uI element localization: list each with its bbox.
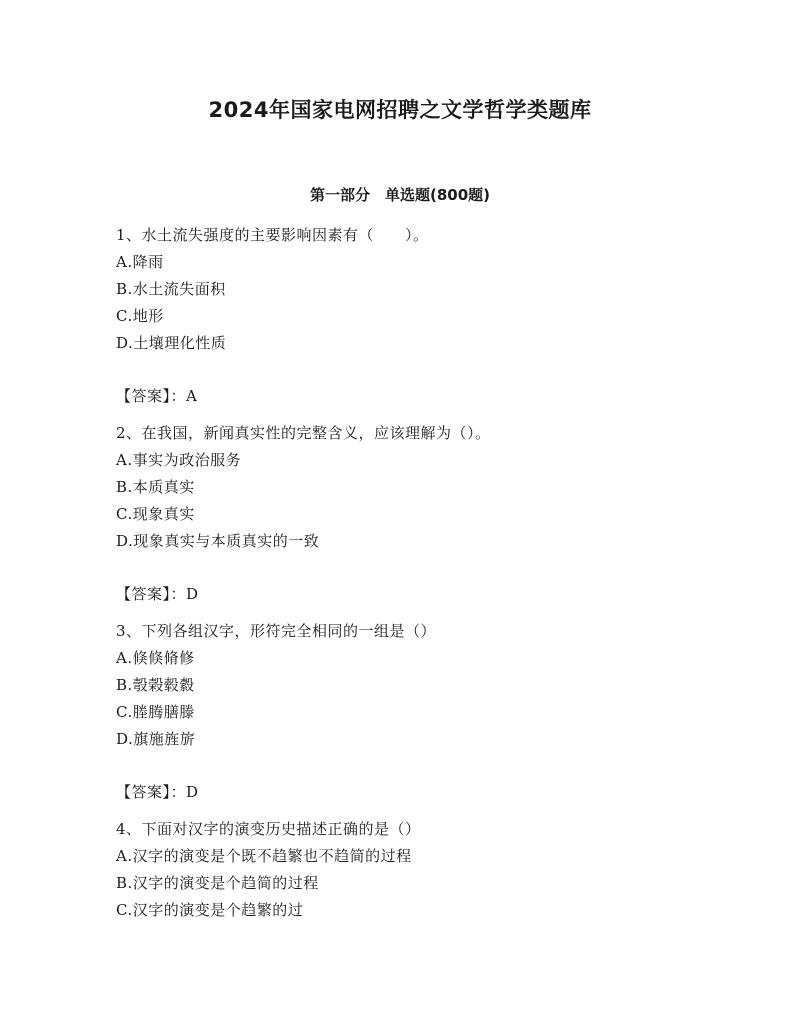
question-list — [116, 222, 756, 924]
option-b: B.彀榖毂縠 — [116, 676, 195, 694]
question-stem: 2、在我国，新闻真实性的完整含义，应该理解为（）。 — [116, 424, 491, 442]
question-4 — [116, 816, 756, 924]
question-stem: 4、下面对汉字的演变历史描述正确的是（） — [116, 820, 421, 838]
section-heading: 第一部分 单选题(800题) — [309, 186, 491, 204]
option-b: B.本质真实 — [116, 478, 195, 496]
option-b: B.汉字的演变是个趋简的过程 — [116, 874, 319, 892]
answer-line: 【答案】：D — [116, 783, 199, 801]
question-stem: 3、下列各组汉字，形符完全相同的一组是（） — [116, 622, 437, 640]
option-d: D.旗施旌旂 — [116, 730, 196, 748]
answer-line: 【答案】：A — [116, 387, 198, 405]
option-c: C.汉字的演变是个趋繁的过 — [116, 901, 304, 919]
option-c: C.现象真实 — [116, 505, 195, 523]
option-b: B.水土流失面积 — [116, 280, 226, 298]
option-a: A.事实为政治服务 — [116, 451, 242, 469]
option-a: A.汉字的演变是个既不趋繁也不趋简的过程 — [116, 847, 412, 865]
question-2 — [116, 420, 756, 608]
option-d: D.现象真实与本质真实的一致 — [116, 532, 320, 550]
answer-line: 【答案】：D — [116, 585, 199, 603]
option-c: C.塍腾膳滕 — [116, 703, 195, 721]
document-title: 2024年国家电网招聘之文学哲学类题库 — [208, 98, 592, 122]
option-a: A.倏倏脩修 — [116, 649, 195, 667]
question-1 — [116, 222, 756, 410]
option-a: A.降雨 — [116, 253, 164, 271]
question-3 — [116, 618, 756, 806]
option-c: C.地形 — [116, 307, 164, 325]
option-d: D.土壤理化性质 — [116, 334, 227, 352]
question-stem: 1、水土流失强度的主要影响因素有（ ）。 — [116, 226, 429, 244]
